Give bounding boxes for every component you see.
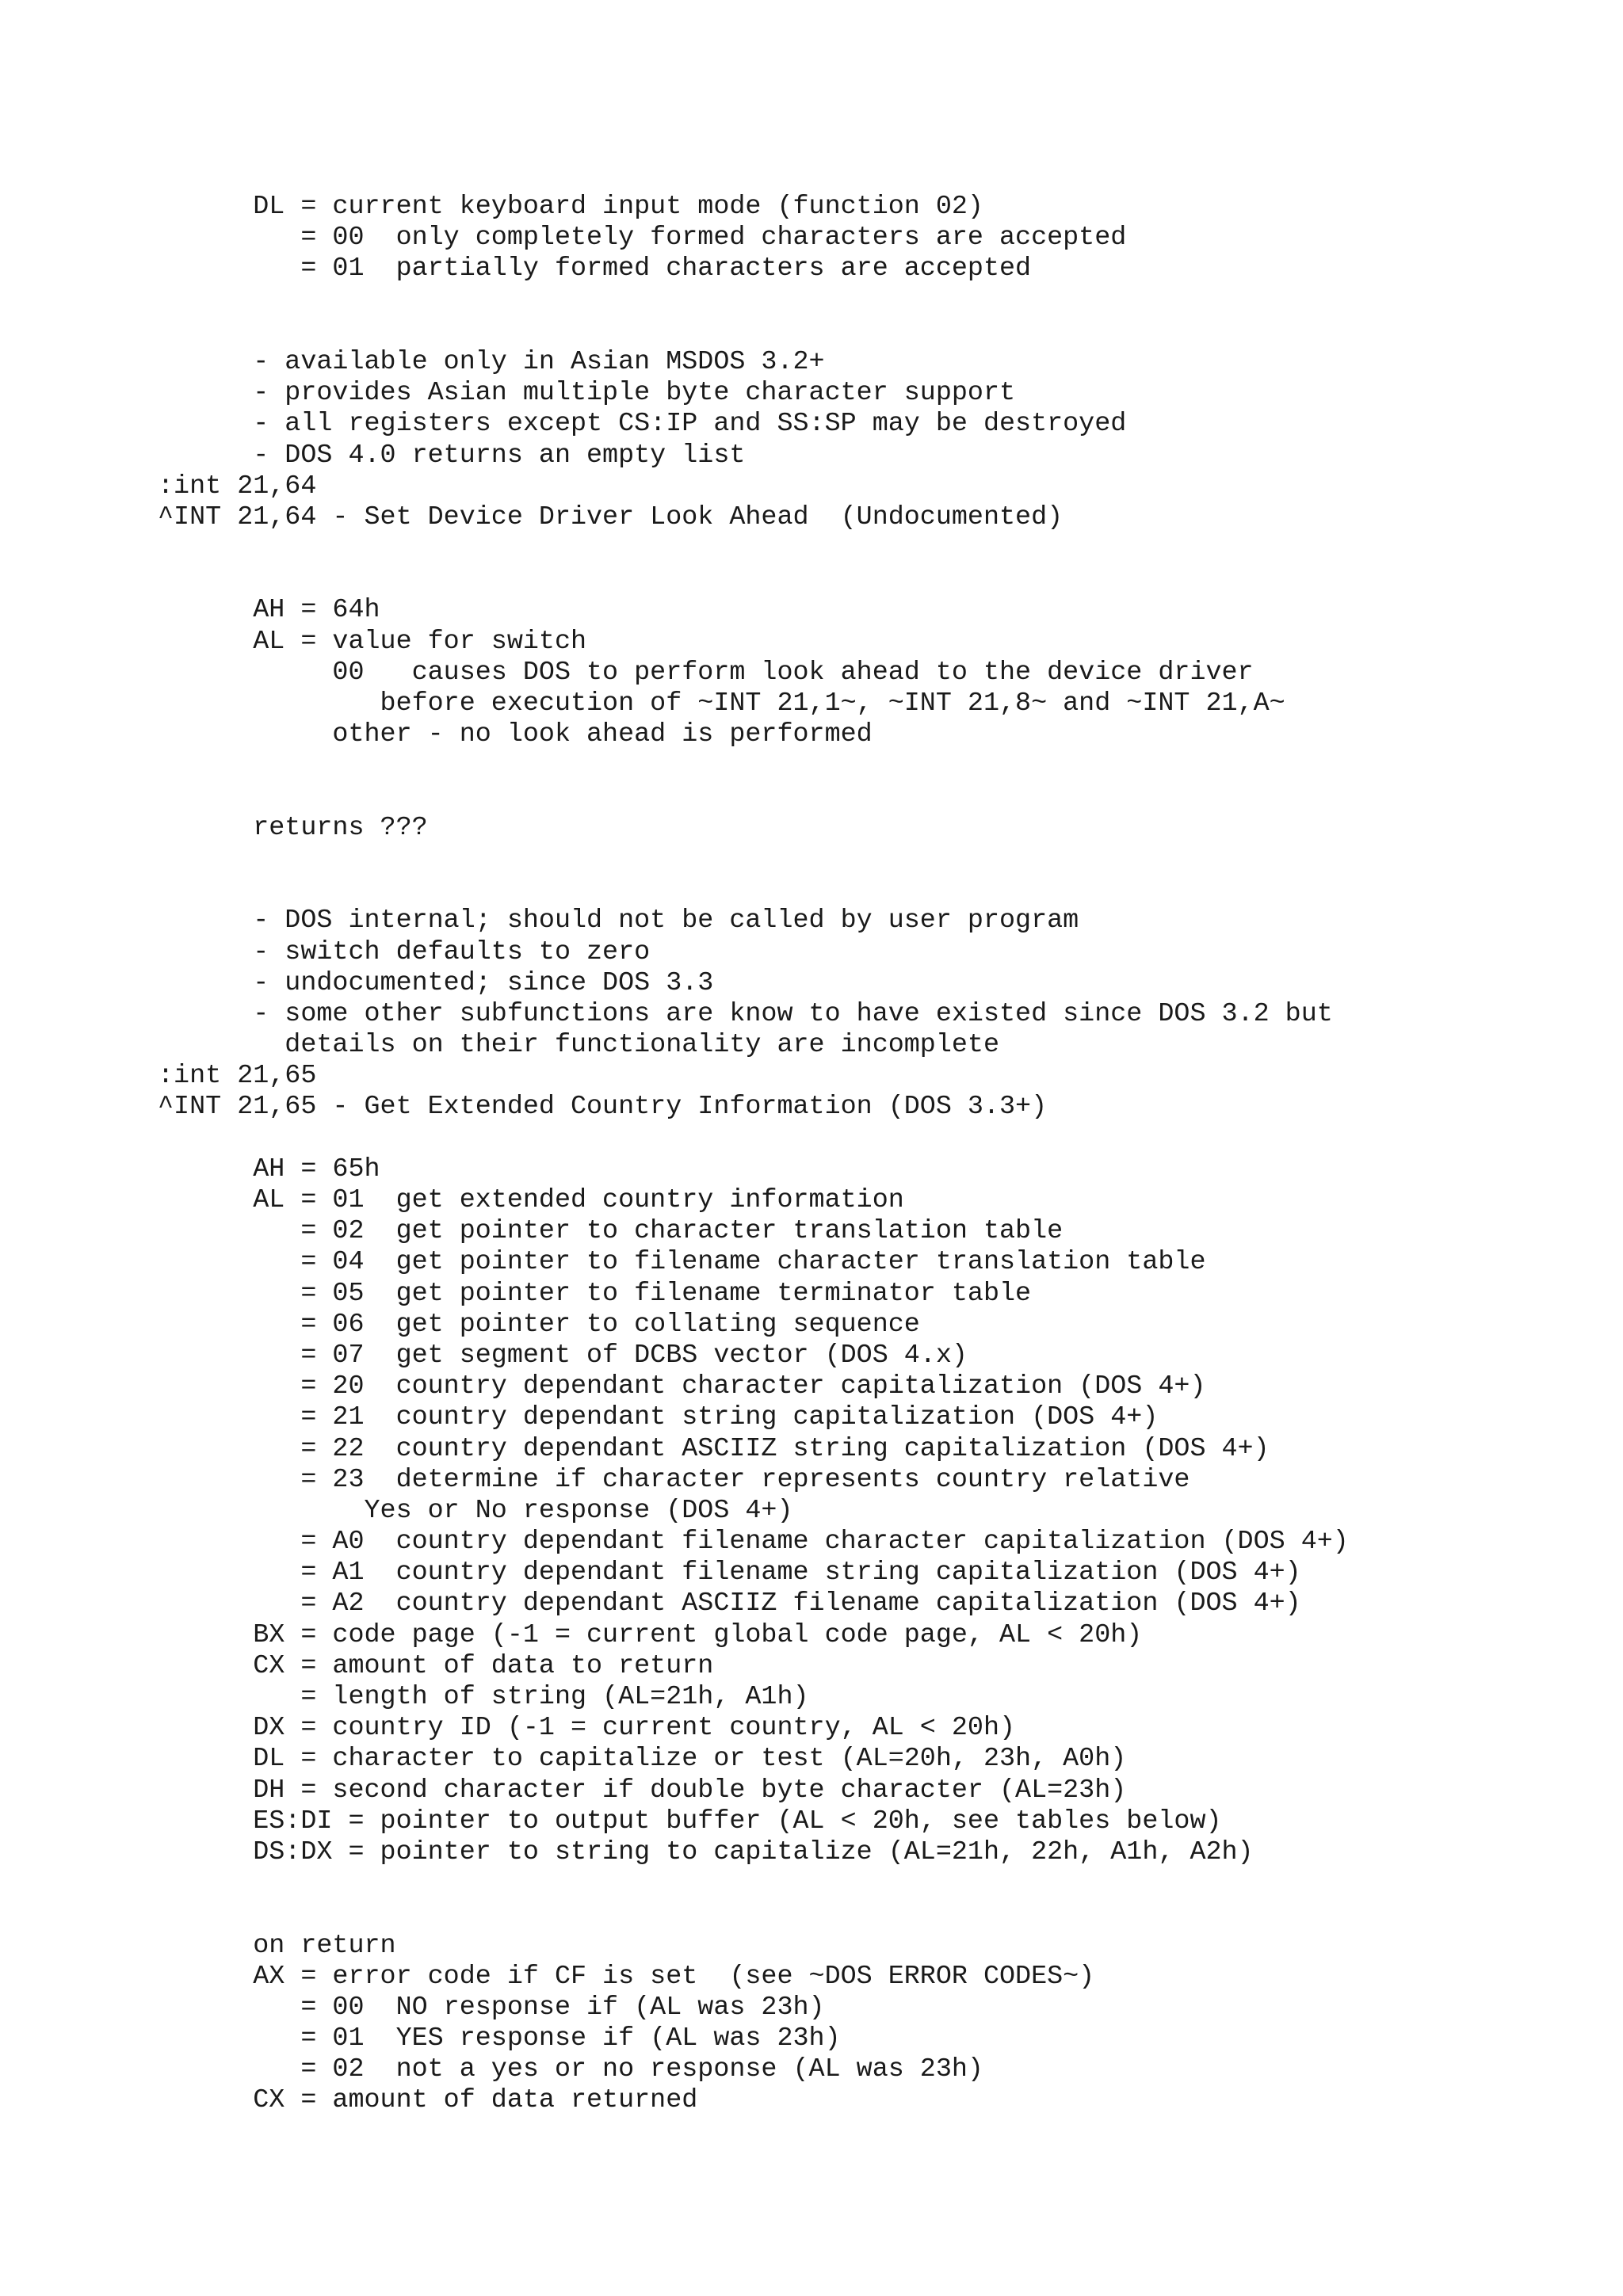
text-line: = 01 partially formed characters are accepted xyxy=(158,254,1032,284)
text-line: = 04 get pointer to filename character translation table xyxy=(158,1247,1206,1278)
text-line: - DOS 4.0 returns an empty list xyxy=(158,440,746,471)
text-line: = 22 country dependant ASCIIZ string capitalization (DOS 4+) xyxy=(158,1433,1270,1464)
text-line: = 01 YES response if (AL was 23h) xyxy=(158,2023,841,2054)
blank-line xyxy=(158,285,1349,316)
text-line: :int 21,64 xyxy=(158,471,317,502)
text-line: returns ??? xyxy=(158,812,428,843)
blank-line xyxy=(158,564,1349,595)
text-line: AL = 01 get extended country information xyxy=(158,1185,904,1215)
text-line: ^INT 21,65 - Get Extended Country Information (DOS 3.3+) xyxy=(158,1092,1048,1123)
text-line: - some other subfunctions are know to have existed since DOS 3.2 but xyxy=(158,998,1333,1029)
text-line: AL = value for switch xyxy=(158,626,587,657)
document-text xyxy=(158,192,1349,2117)
text-line: CX = amount of data returned xyxy=(158,2085,698,2116)
text-line: = 05 get pointer to filename terminator table xyxy=(158,1278,1032,1309)
blank-line xyxy=(158,750,1349,781)
text-line: - provides Asian multiple byte character support xyxy=(158,378,1016,409)
text-line: = 06 get pointer to collating sequence xyxy=(158,1309,920,1340)
blank-line xyxy=(158,1899,1349,1930)
text-line: DH = second character if double byte character (AL=23h) xyxy=(158,1775,1127,1806)
blank-line xyxy=(158,875,1349,906)
text-line: 00 causes DOS to perform look ahead to the device driver xyxy=(158,657,1254,688)
text-line: = A2 country dependant ASCIIZ filename capitalization (DOS 4+) xyxy=(158,1589,1301,1619)
text-line: = 02 not a yes or no response (AL was 23h) xyxy=(158,2054,983,2085)
text-line: = A0 country dependant filename character capitalization (DOS 4+) xyxy=(158,1527,1349,1558)
text-line: other - no look ahead is performed xyxy=(158,719,873,750)
text-line: - switch defaults to zero xyxy=(158,936,651,967)
blank-line xyxy=(158,533,1349,564)
text-line: details on their functionality are incomplete xyxy=(158,1030,999,1061)
text-line: on return xyxy=(158,1930,396,1961)
blank-line xyxy=(158,1123,1349,1154)
text-line: Yes or No response (DOS 4+) xyxy=(158,1495,793,1526)
text-line: DL = character to capitalize or test (AL=20h, 23h, A0h) xyxy=(158,1744,1127,1775)
blank-line xyxy=(158,316,1349,347)
text-line: = 07 get segment of DCBS vector (DOS 4.x) xyxy=(158,1340,968,1371)
text-line: BX = code page (-1 = current global code page, AL < 20h) xyxy=(158,1619,1143,1650)
text-line: AH = 64h xyxy=(158,595,380,626)
text-line: before execution of ~INT 21,1~, ~INT 21,8~ and ~INT 21,A~ xyxy=(158,688,1285,719)
text-line: AX = error code if CF is set (see ~DOS ERROR CODES~) xyxy=(158,1961,1095,1992)
text-line: = 02 get pointer to character translation table xyxy=(158,1216,1064,1247)
text-line: DS:DX = pointer to string to capitalize (AL=21h, 22h, A1h, A2h) xyxy=(158,1836,1254,1867)
text-line: ES:DI = pointer to output buffer (AL < 20h, see tables below) xyxy=(158,1806,1222,1836)
blank-line xyxy=(158,844,1349,875)
text-line: ^INT 21,64 - Set Device Driver Look Ahead (Undocumented) xyxy=(158,502,1064,532)
text-line: AH = 65h xyxy=(158,1154,380,1184)
text-line: = 00 NO response if (AL was 23h) xyxy=(158,1992,825,2023)
text-line: = length of string (AL=21h, A1h) xyxy=(158,1682,809,1712)
blank-line xyxy=(158,782,1349,813)
text-line: = 23 determine if character represents country relative xyxy=(158,1464,1190,1495)
text-line: - DOS internal; should not be called by user program xyxy=(158,906,1079,936)
text-line: = 20 country dependant character capitalization (DOS 4+) xyxy=(158,1371,1206,1402)
text-line: - all registers except CS:IP and SS:SP may be destroyed xyxy=(158,409,1127,440)
text-line: = 21 country dependant string capitalization (DOS 4+) xyxy=(158,1402,1159,1433)
blank-line xyxy=(158,1868,1349,1899)
text-line: CX = amount of data to return xyxy=(158,1650,714,1681)
text-line: DX = country ID (-1 = current country, AL < 20h) xyxy=(158,1713,1016,1744)
text-line: - available only in Asian MSDOS 3.2+ xyxy=(158,346,825,377)
text-line: :int 21,65 xyxy=(158,1061,317,1092)
text-line: - undocumented; since DOS 3.3 xyxy=(158,967,714,998)
text-line: = A1 country dependant filename string capitalization (DOS 4+) xyxy=(158,1558,1301,1589)
text-line: DL = current keyboard input mode (function 02) xyxy=(158,192,983,222)
text-line: = 00 only completely formed characters are accepted xyxy=(158,223,1127,254)
